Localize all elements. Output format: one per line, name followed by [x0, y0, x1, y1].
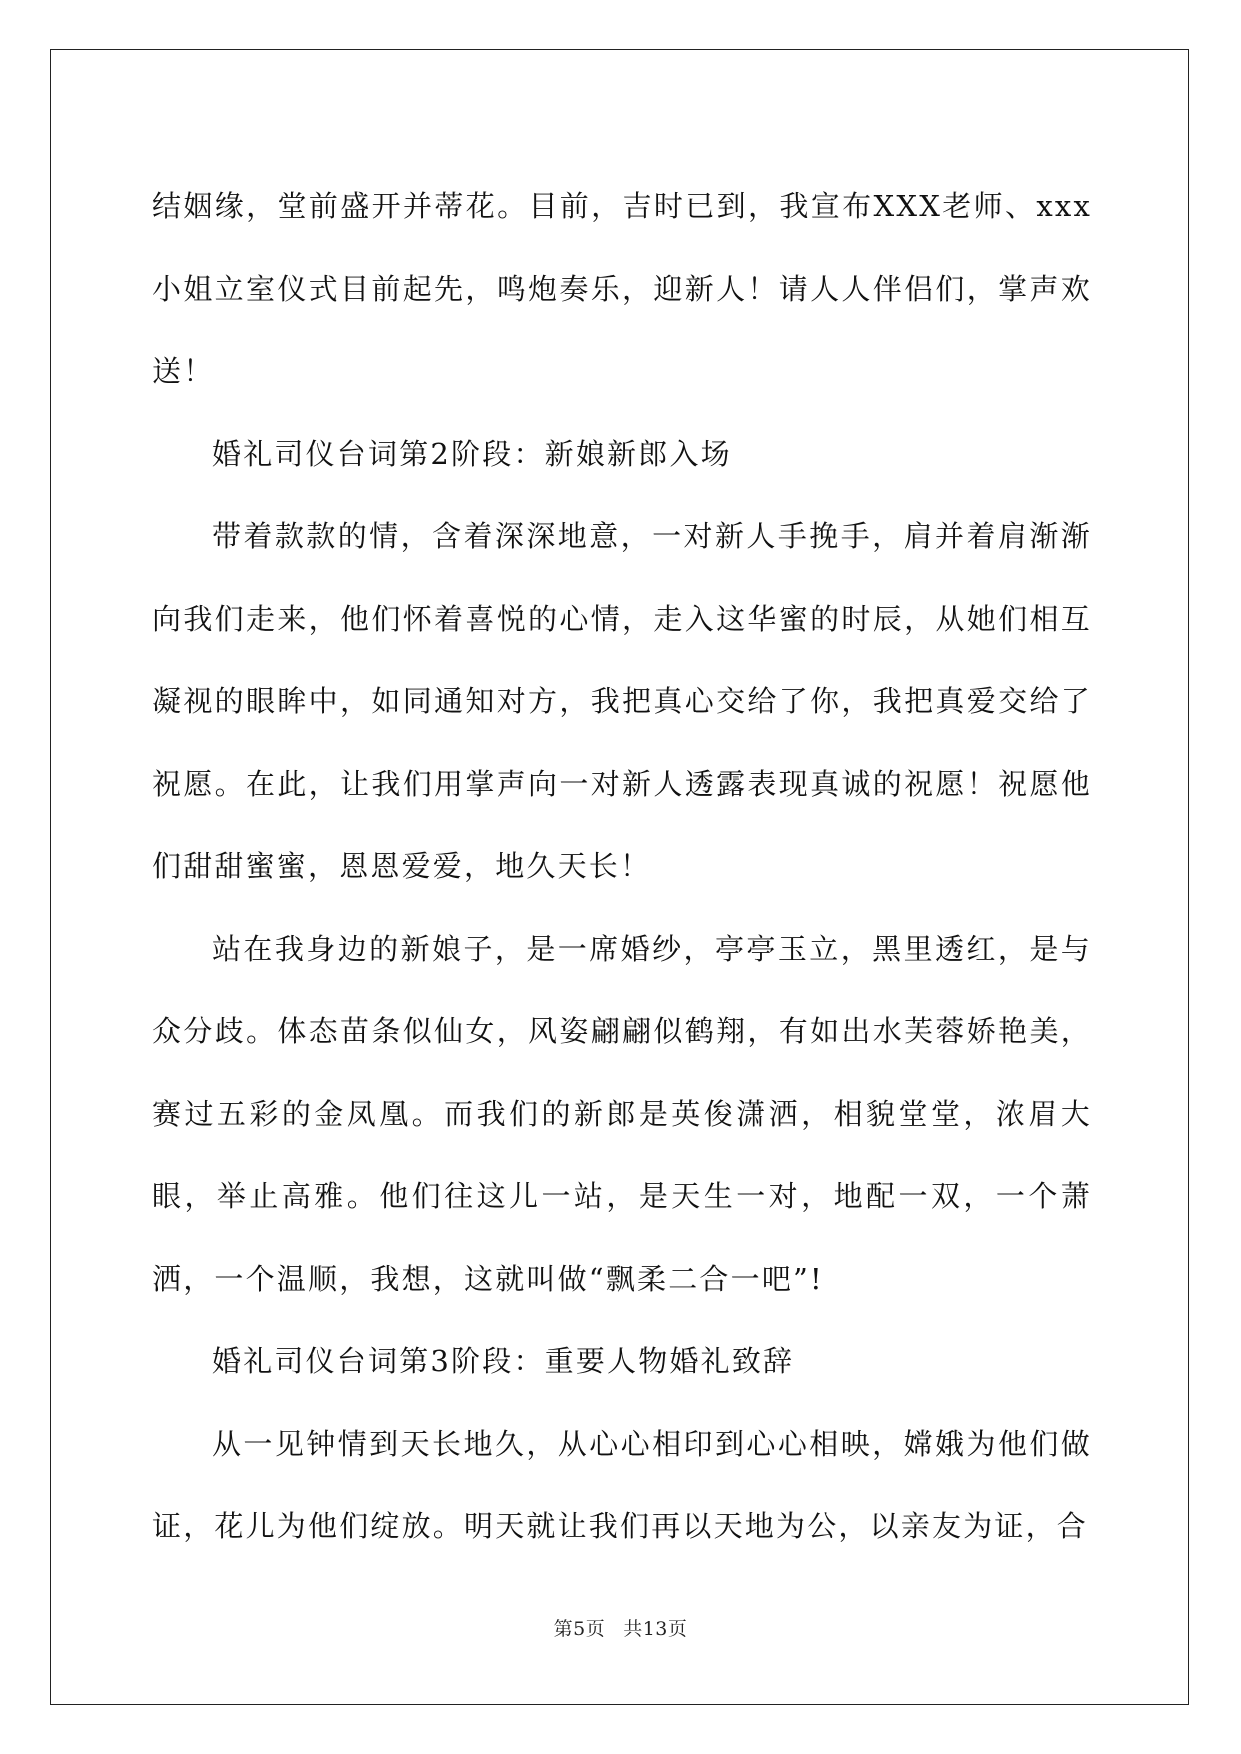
- paragraph-2: 带着款款的情，含着深深地意，一对新人手挽手，肩并着肩渐渐向我们走来，他们怀着喜悦的心情，走入这华蜜的时辰，从她们相互凝视的眼眸中，如同通知对方，我把真心交给了你，我把真爱交给了祝愿。在此，让我们用掌声向一对新人透露表现真诚的祝愿！祝愿他们甜甜蜜蜜，恩恩爱爱，地久天长！: [152, 519, 1092, 883]
- total-pages: 共13页: [623, 1618, 688, 1640]
- section-heading-2: 婚礼司仪台词第2阶段：新娘新郎入场: [212, 436, 732, 471]
- document-body: [152, 165, 1092, 1568]
- paragraph-4: 从一见钟情到天长地久，从心心相印到心心相映，嫦娥为他们做证，花儿为他们绽放。明天就让我们再以天地为公，以亲友为证，合: [152, 1426, 1092, 1543]
- page-number: 第5页: [553, 1618, 606, 1640]
- paragraph-1: 结姻缘，堂前盛开并蒂花。目前，吉时已到，我宣布XXX老师、xxx小姐立室仪式目前起先，鸣炮奏乐，迎新人！请人人伴侣们，掌声欢送！: [152, 189, 1092, 388]
- section-heading-3: 婚礼司仪台词第3阶段：重要人物婚礼致辞: [212, 1344, 795, 1378]
- paragraph-3: 站在我身边的新娘子，是一席婚纱，亭亭玉立，黑里透红，是与众分歧。体态苗条似仙女，风姿翩翩似鹤翔，有如出水芙蓉娇艳美，赛过五彩的金凤凰。而我们的新郎是英俊潇洒，相貌堂堂，浓眉大眼，举止高雅。他们往这儿一站，是天生一对，地配一双，一个萧洒，一个温顺，我想，这就叫做“飘柔二合一吧”!: [152, 931, 1092, 1296]
- page-footer: [0, 1614, 1241, 1641]
